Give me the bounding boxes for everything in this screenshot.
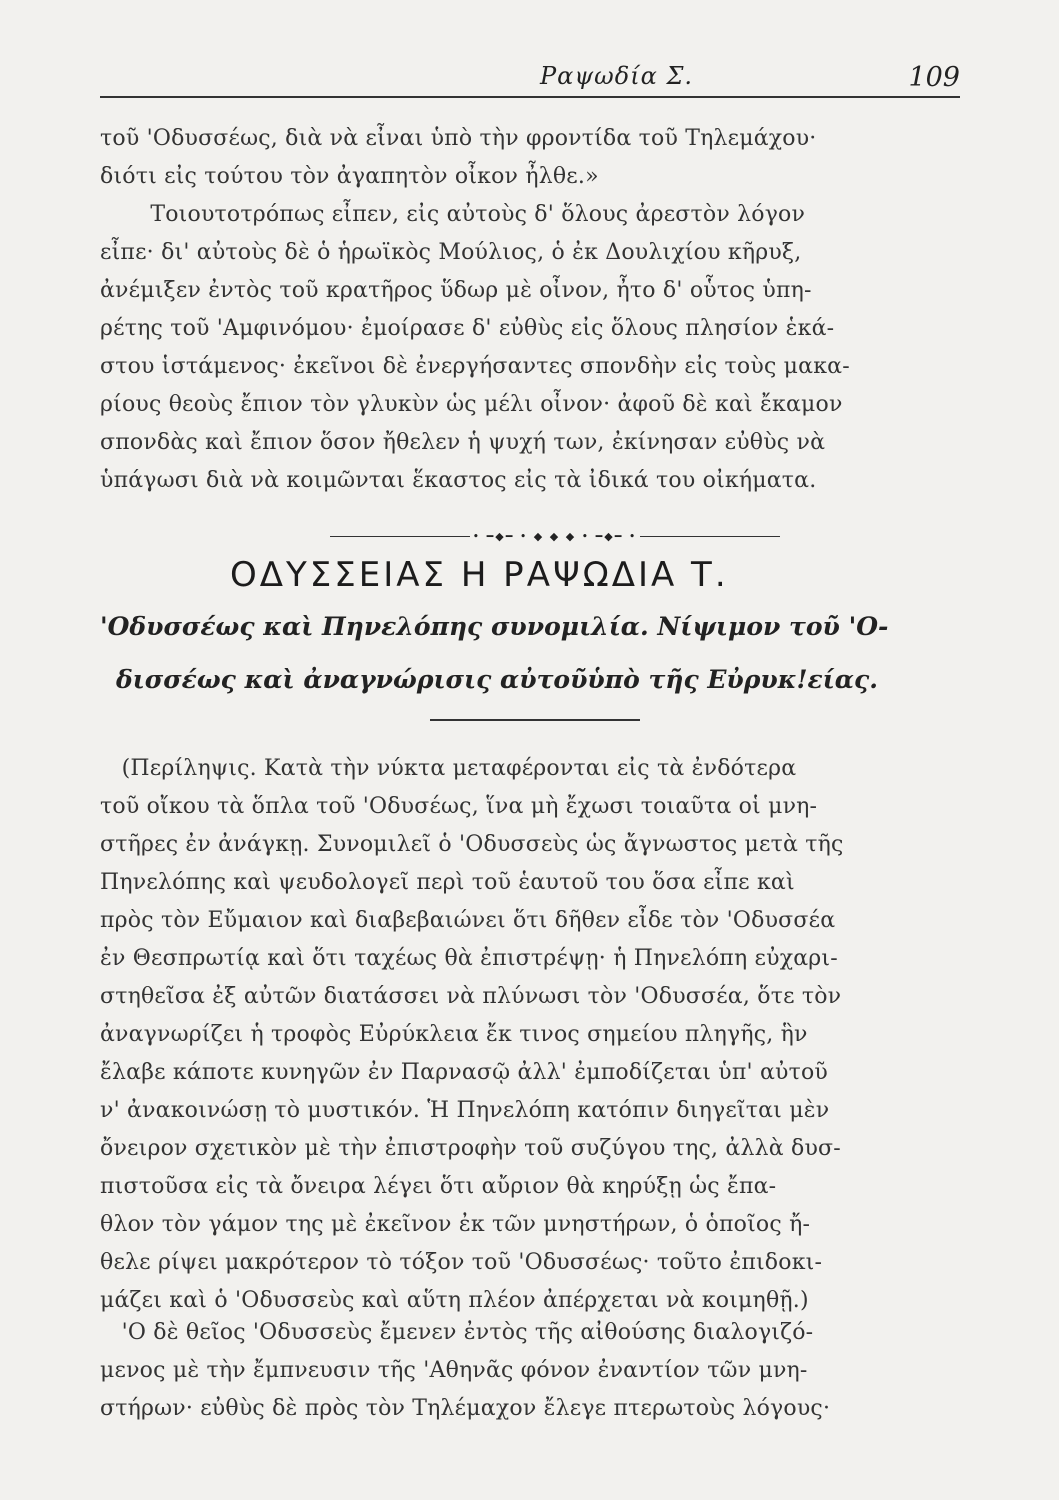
- text-line: Πηνελόπης καὶ ψευδολογεῖ περὶ τοῦ ἑαυτοῦ του ὅσα εἶπε καὶ: [100, 870, 795, 895]
- text-line: πιστοῦσα εἰς τὰ ὄνειρα λέγει ὅτι αὔριον θὰ κηρύξῃ ὡς ἔπα-: [100, 1174, 777, 1199]
- header-rule: [100, 96, 960, 98]
- text-line: ν' ἀνακοινώσῃ τὸ μυστικόν. Ἡ Πηνελόπη κατόπιν διηγεῖται μὲν: [100, 1098, 830, 1123]
- text-line: ἔλαβε κάποτε κυνηγῶν ἐν Παρνασῷ ἀλλ' ἐμποδίζεται ὑπ' αὐτοῦ: [100, 1060, 828, 1085]
- text-line: στου ἱστάμενος· ἐκεῖνοι δὲ ἐνεργήσαντες σπονδὴν εἰς τοὺς μακα-: [100, 354, 850, 379]
- text-line: ρίους θεοὺς ἔπιον τὸν γλυκὺν ὡς μέλι οἶνον· ἀφοῦ δὲ καὶ ἔκαμον: [100, 392, 843, 417]
- text-line: στῆρες ἐν ἀνάγκῃ. Συνομιλεῖ ὁ 'Οδυσσεὺς ὡς ἄγνωστος μετὰ τῆς: [100, 832, 844, 857]
- text-line: 'Ο δὲ θεῖος 'Οδυσσεὺς ἔμενεν ἐντὸς τῆς αἰθούσης διαλογιζό-: [100, 1320, 814, 1345]
- text-line: (Περίληψις. Κατὰ τὴν νύκτα μεταφέρονται εἰς τὰ ἐνδότερα: [100, 756, 797, 781]
- text-line: ὄνειρον σχετικὸν μὲ τὴν ἐπιστροφὴν τοῦ συζύγου της, ἀλλὰ δυσ-: [100, 1136, 841, 1161]
- text-line: πρὸς τὸν Εὔμαιον καὶ διαβεβαιώνει ὅτι δῆθεν εἶδε τὸν 'Οδυσσέα: [100, 908, 836, 933]
- text-line: Τοιουτοτρόπως εἶπεν, εἰς αὐτοὺς δ' ὅλους ἀρεστὸν λόγον: [100, 202, 806, 227]
- text-line: ἀναγνωρίζει ἡ τροφὸς Εὐρύκλεια ἔκ τινος σημείου πληγῆς, ἣν: [100, 1022, 808, 1047]
- text-line: στήρων· εὐθὺς δὲ πρὸς τὸν Τηλέμαχον ἔλεγε πτερωτοὺς λόγους·: [100, 1396, 831, 1421]
- subtitle-rule: [430, 719, 640, 721]
- text-line: ἀνέμιξεν ἐντὸς τοῦ κρατῆρος ὕδωρ μὲ οἶνον, ἦτο δ' οὗτος ὑπη-: [100, 278, 812, 303]
- text-line: θλον τὸν γάμον της μὲ ἐκεῖνον ἐκ τῶν μνηστήρων, ὁ ὁποῖος ἤ-: [100, 1212, 811, 1237]
- text-line: ρέτης τοῦ 'Αμφινόμου· ἐμοίρασε δ' εὐθὺς εἰς ὅλους πλησίον ἑκά-: [100, 316, 835, 341]
- ornamental-separator: [330, 529, 780, 545]
- text-line: μενος μὲ τὴν ἔμπνευσιν τῆς 'Αθηνᾶς φόνον ἐναντίον τῶν μνη-: [100, 1358, 808, 1383]
- text-line: στηθεῖσα ἐξ αὐτῶν διατάσσει νὰ πλύνωσι τὸν 'Οδυσσέα, ὅτε τὸν: [100, 984, 842, 1009]
- page-header: [100, 62, 970, 102]
- chapter-title: ΟΔΥΣΣΕΙΑΣ Η ΡΑΨΩΔΙΑ Τ.: [230, 555, 729, 595]
- chapter-subtitle-line-2: δισσέως καὶ ἀναγνώρισις αὐτοῦὑπὸ τῆς Εὐρυκ!είας.: [116, 665, 878, 694]
- separator-ornament: • ━◆━ • ◆ ◆ ◆ • ━◆━ •: [470, 529, 640, 545]
- text-line: ὑπάγωσι διὰ νὰ κοιμῶνται ἕκαστος εἰς τὰ ἰδικά του οἰκήματα.: [100, 468, 817, 493]
- text-line: τοῦ 'Οδυσσέως, διὰ νὰ εἶναι ὑπὸ τὴν φροντίδα τοῦ Τηλεμάχου·: [100, 126, 817, 151]
- page-number: 109: [908, 62, 960, 93]
- text-line: διότι εἰς τούτου τὸν ἀγαπητὸν οἶκον ἦλθε.»: [100, 164, 599, 189]
- text-line: εἶπε· δι' αὐτοὺς δὲ ὁ ἡρωϊκὸς Μούλιος, ὁ ἐκ Δουλιχίου κῆρυξ,: [100, 240, 802, 265]
- text-line: σπονδὰς καὶ ἔπιον ὅσον ἤθελεν ἡ ψυχή των, ἐκίνησαν εὐθὺς νὰ: [100, 430, 826, 455]
- paragraph-top: [100, 120, 900, 500]
- text-line: τοῦ οἴκου τὰ ὅπλα τοῦ 'Οδυσέως, ἵνα μὴ ἔχωσι τοιαῦτα οἱ μνη-: [100, 794, 818, 819]
- text-line: ἐν Θεσπρωτίᾳ καὶ ὅτι ταχέως θὰ ἐπιστρέψῃ· ἡ Πηνελόπη εὐχαρι-: [100, 946, 838, 971]
- running-title: Ραψωδία Σ.: [540, 62, 694, 90]
- text-line: μάζει καὶ ὁ 'Οδυσσεὺς καὶ αὕτη πλέον ἀπέρχεται νὰ κοιμηθῇ.): [100, 1288, 809, 1313]
- summary-paragraph: [100, 750, 900, 1320]
- text-line: θελε ρίψει μακρότερον τὸ τόξον τοῦ 'Οδυσσέως· τοῦτο ἐπιδοκι-: [100, 1250, 823, 1275]
- chapter-subtitle-line-1: 'Οδυσσέως καὶ Πηνελόπης συνομιλία. Νίψιμον τοῦ 'Ο-: [100, 612, 889, 641]
- paragraph-bottom: [100, 1314, 900, 1428]
